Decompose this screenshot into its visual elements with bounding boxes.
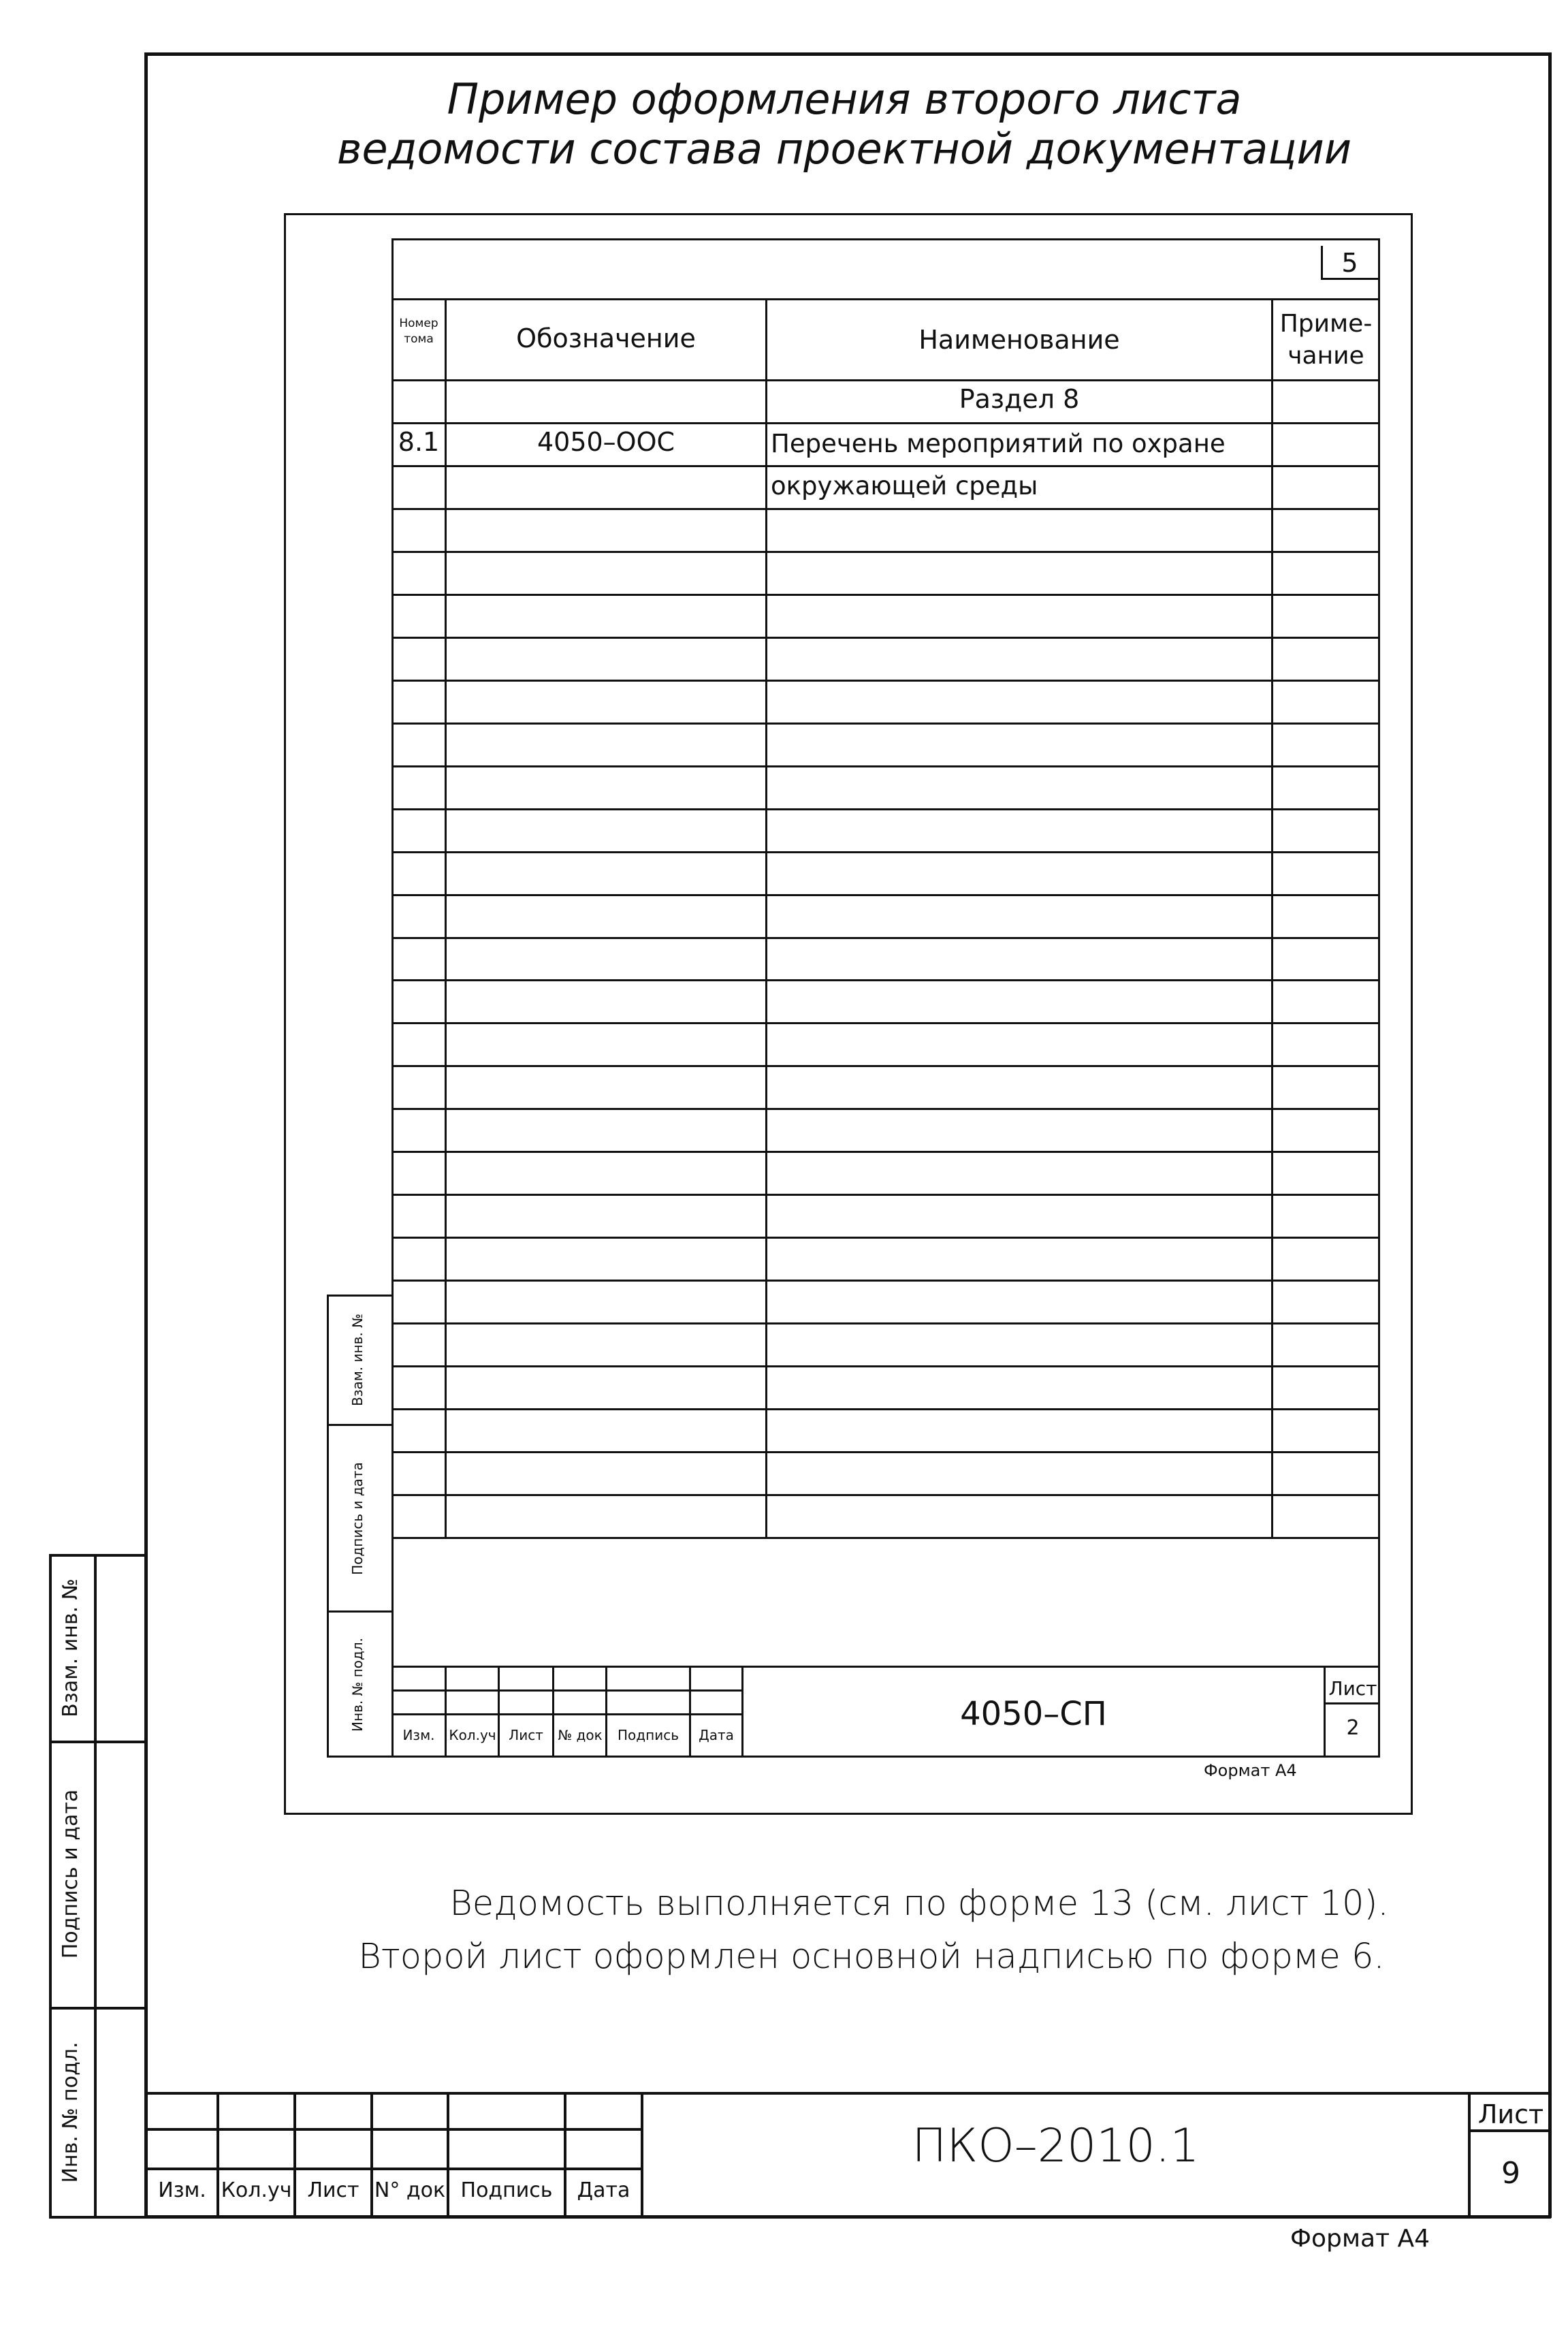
table-row-line	[391, 765, 1380, 767]
row-1-name: Раздел 8	[959, 384, 1080, 414]
table-row-line	[391, 1022, 1380, 1024]
table-row-line	[391, 1322, 1380, 1324]
inner-stamp-sheet-number: 2	[1346, 1716, 1360, 1740]
note-line-2: Второй лист оформлен основной надписью по форме 6.	[358, 1937, 1385, 1977]
header-designation: Обозначение	[516, 323, 696, 353]
row-3-name: окружающей среды	[771, 471, 1038, 501]
table-row-line	[391, 1194, 1380, 1196]
inner-stamp-code: 4050–СП	[960, 1695, 1107, 1733]
table-row-line	[391, 723, 1380, 725]
table-row-line	[391, 851, 1380, 853]
outer-podpis-label: Подпись и дата	[59, 1789, 82, 1959]
outer-vzam-label: Взам. инв. №	[59, 1578, 82, 1717]
header-note-l1: Приме-	[1279, 310, 1373, 338]
table-row-line	[391, 894, 1380, 896]
inner-stamp-sheet-label: Лист	[1328, 1677, 1377, 1700]
inner-podpis-label: Подпись и дата	[349, 1462, 366, 1575]
note-line-1: Ведомость выполняется по форме 13 (см. лист 10).	[449, 1884, 1389, 1924]
outer-stamp-col-4: N° док	[374, 2178, 446, 2202]
table-row-line	[391, 979, 1380, 981]
table-row-line	[391, 637, 1380, 639]
table-row-line	[391, 465, 1380, 467]
table-row-line	[391, 1237, 1380, 1239]
outer-stamp-col-2: Кол.уч	[221, 2178, 292, 2202]
table-row-line	[391, 508, 1380, 510]
table-row-line	[391, 680, 1380, 682]
inner-vzam-label: Взам. инв. №	[349, 1314, 366, 1406]
outer-stamp-sheet-label: Лист	[1477, 2099, 1544, 2129]
table-row-line	[391, 1451, 1380, 1453]
format-label: Формат А4	[1290, 2225, 1430, 2253]
table-row-line	[391, 551, 1380, 553]
outer-stamp-col-3: Лист	[307, 2178, 359, 2202]
title-line-1: Пример оформления второго листа	[447, 74, 1242, 124]
header-volume-l1: Номер	[399, 317, 438, 330]
header-volume-l2: тома	[404, 332, 434, 346]
table-row-line	[391, 1065, 1380, 1067]
row-2-designation: 4050–ООС	[537, 427, 675, 457]
table-row-line	[391, 422, 1380, 424]
table-row-line	[391, 594, 1380, 596]
inner-stamp-col-5: Подпись	[618, 1727, 679, 1743]
outer-stamp-col-1: Изм.	[158, 2178, 206, 2202]
table-row-line	[391, 808, 1380, 810]
inner-stamp-col-6: Дата	[699, 1727, 734, 1743]
table-row-line	[391, 1280, 1380, 1282]
table-row-line	[391, 1365, 1380, 1367]
table-row-line	[391, 1408, 1380, 1410]
outer-stamp-code: ПКО–2010.1	[912, 2119, 1200, 2173]
inner-inv-label: Инв. № подл.	[349, 1638, 366, 1732]
header-name: Наименование	[918, 325, 1120, 355]
outer-stamp-col-5: Подпись	[460, 2178, 553, 2202]
table-row-line	[391, 1151, 1380, 1153]
outer-inv-label: Инв. № подл.	[59, 2042, 82, 2183]
inner-stamp-col-1: Изм.	[402, 1727, 435, 1743]
table-row-line	[391, 1108, 1380, 1110]
table-row-line	[391, 1494, 1380, 1496]
row-2-volume: 8.1	[398, 427, 440, 457]
header-note-l2: чание	[1287, 342, 1364, 370]
row-2-name: Перечень мероприятий по охране	[771, 429, 1226, 458]
inner-stamp-col-3: Лист	[509, 1727, 543, 1743]
table-row-line	[391, 937, 1380, 939]
inner-stamp-col-2: Кол.уч	[449, 1727, 496, 1743]
outer-stamp-col-6: Дата	[577, 2178, 630, 2202]
outer-stamp-sheet-number: 9	[1501, 2156, 1520, 2191]
inner-page-number: 5	[1341, 248, 1358, 278]
title-line-2: ведомости состава проектной документации	[336, 124, 1352, 174]
inner-stamp-col-4: № док	[558, 1727, 603, 1743]
inner-format-label: Формат А4	[1204, 1761, 1297, 1780]
